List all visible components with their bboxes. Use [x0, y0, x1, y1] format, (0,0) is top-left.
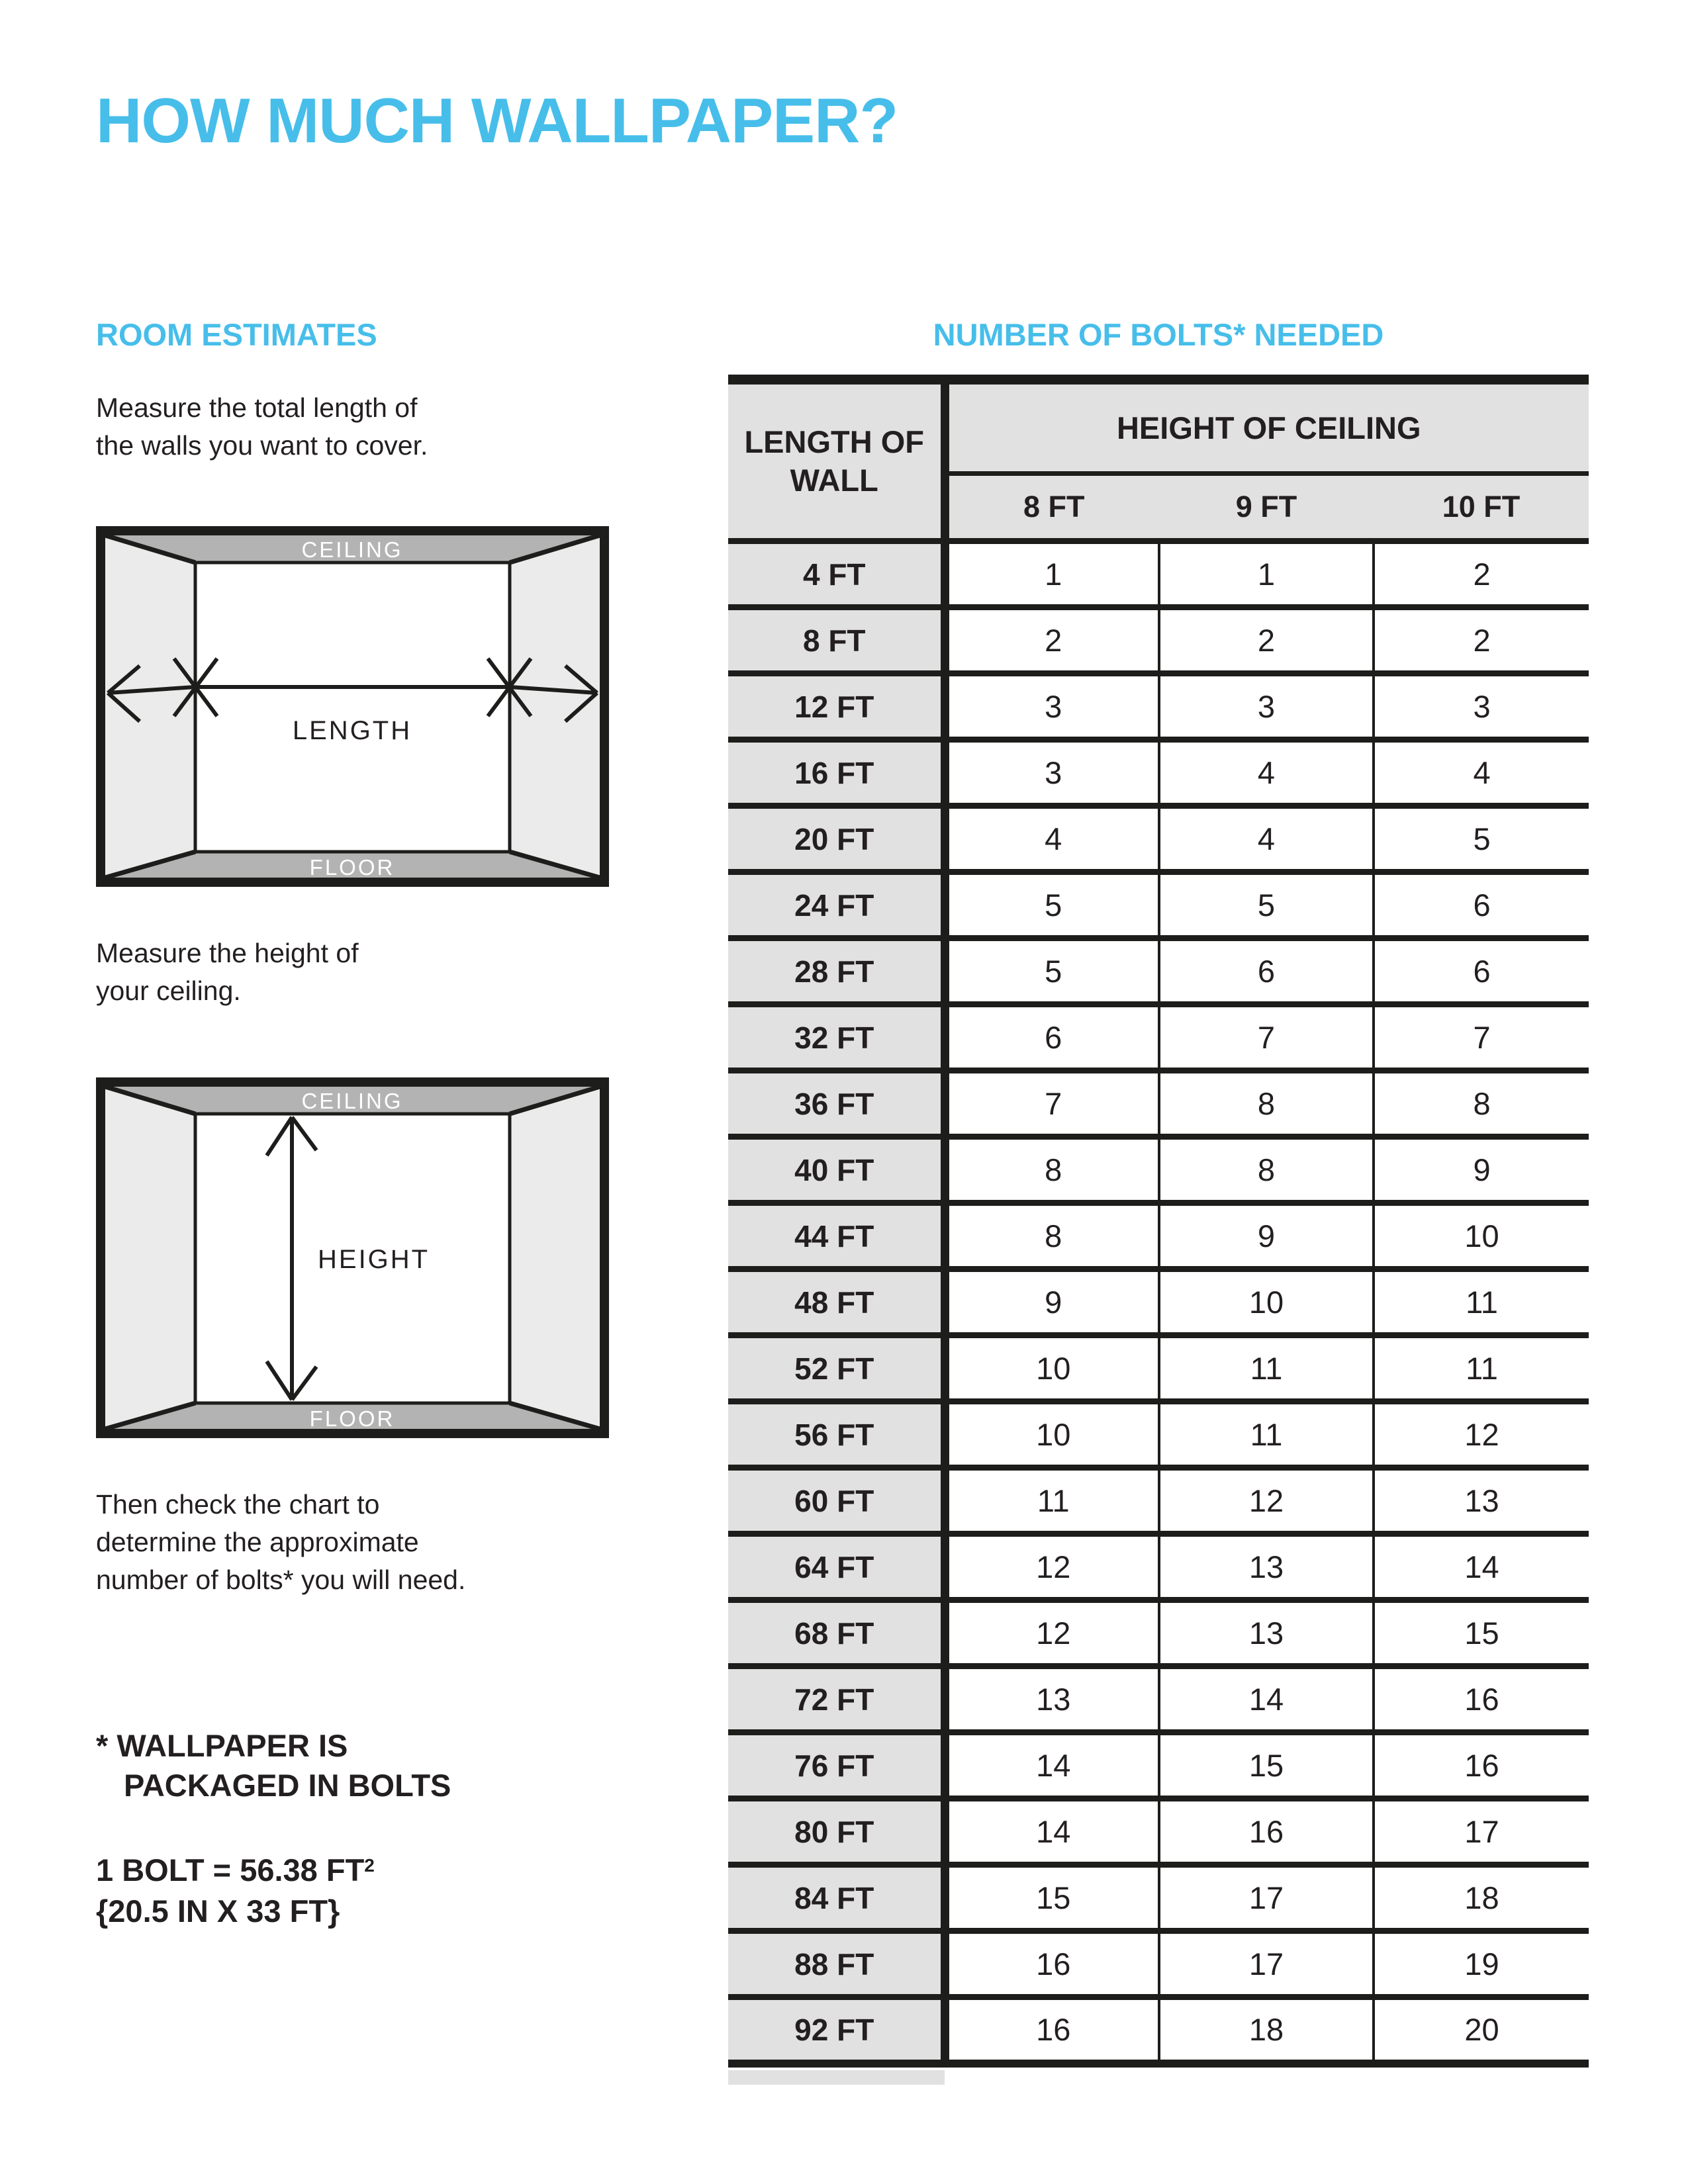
bolt-count-cell: 14 — [945, 1799, 1159, 1865]
bolt-count-cell: 10 — [945, 1336, 1159, 1402]
bolt-count-cell: 13 — [945, 1666, 1159, 1733]
bolt-equation — [96, 1845, 375, 1891]
bolt-count-cell: 17 — [1159, 1865, 1374, 1931]
bolt-count-cell: 9 — [945, 1269, 1159, 1336]
bolts-needed-table — [728, 375, 1589, 2068]
right-wall — [510, 1087, 600, 1429]
bolt-count-cell: 16 — [1374, 1733, 1589, 1799]
bolt-count-cell: 17 — [1159, 1931, 1374, 1997]
paragraph-line: your ceiling. — [96, 976, 241, 1006]
bolt-count-cell: 16 — [945, 1931, 1159, 1997]
left-wall — [105, 1087, 195, 1429]
bolt-count-cell: 5 — [945, 938, 1159, 1005]
row-label: 68 FT — [728, 1600, 945, 1666]
bolt-count-cell: 5 — [1374, 806, 1589, 872]
table-row — [728, 1997, 1589, 2064]
paragraph-line: determine the approximate — [96, 1527, 419, 1557]
bolt-count-cell: 7 — [1159, 1005, 1374, 1071]
row-label: 16 FT — [728, 740, 945, 806]
bolts-table-body — [728, 541, 1589, 2064]
header-row-group — [728, 380, 1589, 474]
floor-label: FLOOR — [309, 855, 395, 880]
bolt-count-cell: 10 — [1159, 1269, 1374, 1336]
bolt-count-cell: 14 — [1374, 1534, 1589, 1600]
table-row — [728, 541, 1589, 608]
table-row — [728, 1666, 1589, 1733]
floor-label: FLOOR — [309, 1406, 395, 1431]
bolt-count-cell: 2 — [1374, 541, 1589, 608]
bolt-count-cell: 1 — [945, 541, 1159, 608]
bolt-count-cell: 11 — [945, 1468, 1159, 1534]
bolt-count-cell: 8 — [1374, 1071, 1589, 1137]
bolt-count-cell: 11 — [1159, 1336, 1374, 1402]
footnote-line: * WALLPAPER IS — [96, 1728, 348, 1763]
row-label: 4 FT — [728, 541, 945, 608]
row-label: 72 FT — [728, 1666, 945, 1733]
row-label: 40 FT — [728, 1137, 945, 1203]
bolt-count-cell: 6 — [945, 1005, 1159, 1071]
column-header-8ft: 8 FT — [945, 474, 1159, 541]
bolt-count-cell: 16 — [945, 1997, 1159, 2064]
bolt-count-cell: 7 — [945, 1071, 1159, 1137]
paragraph-line: number of bolts* you will need. — [96, 1565, 466, 1595]
bolt-count-cell: 10 — [945, 1402, 1159, 1468]
table-row — [728, 608, 1589, 674]
bolt-count-cell: 7 — [1374, 1005, 1589, 1071]
table-row — [728, 1203, 1589, 1269]
bolt-count-cell: 4 — [1159, 740, 1374, 806]
table-row — [728, 1336, 1589, 1402]
bolts-footnote — [96, 1726, 451, 1805]
bolt-count-cell: 10 — [1374, 1203, 1589, 1269]
bolt-count-cell: 15 — [945, 1865, 1159, 1931]
row-label: 44 FT — [728, 1203, 945, 1269]
back-wall — [195, 563, 510, 852]
table-row — [728, 1137, 1589, 1203]
row-label: 32 FT — [728, 1005, 945, 1071]
row-label: 36 FT — [728, 1071, 945, 1137]
bolt-count-cell: 2 — [1159, 608, 1374, 674]
table-row — [728, 1534, 1589, 1600]
bolt-count-cell: 13 — [1159, 1534, 1374, 1600]
table-row — [728, 1402, 1589, 1468]
bolt-equation-text: 1 BOLT = 56.38 FT — [96, 1852, 365, 1888]
bolt-count-cell: 12 — [1159, 1468, 1374, 1534]
table-row — [728, 938, 1589, 1005]
bolt-count-cell: 14 — [945, 1733, 1159, 1799]
bolt-count-cell: 3 — [945, 674, 1159, 740]
row-label: 76 FT — [728, 1733, 945, 1799]
bolt-count-cell: 17 — [1374, 1799, 1589, 1865]
bolt-count-cell: 8 — [1159, 1071, 1374, 1137]
bolt-count-cell: 4 — [1374, 740, 1589, 806]
table-row — [728, 1865, 1589, 1931]
bolt-count-cell: 15 — [1159, 1733, 1374, 1799]
bolt-count-cell: 6 — [1159, 938, 1374, 1005]
bolt-count-cell: 12 — [1374, 1402, 1589, 1468]
bolt-count-cell: 14 — [1159, 1666, 1374, 1733]
row-label: 48 FT — [728, 1269, 945, 1336]
bolt-dimensions: {20.5 IN X 33 FT} — [96, 1893, 340, 1929]
row-label: 8 FT — [728, 608, 945, 674]
row-label: 88 FT — [728, 1931, 945, 1997]
table-row — [728, 1468, 1589, 1534]
bolt-count-cell: 13 — [1159, 1600, 1374, 1666]
ceiling-label: CEILING — [301, 537, 403, 562]
bolt-count-cell: 8 — [945, 1203, 1159, 1269]
bolt-count-cell: 9 — [1159, 1203, 1374, 1269]
column-group-header: HEIGHT OF CEILING — [945, 380, 1589, 474]
page-title: HOW MUCH WALLPAPER? — [96, 85, 898, 156]
table-row — [728, 872, 1589, 938]
row-label: 56 FT — [728, 1402, 945, 1468]
measure-height-paragraph — [96, 934, 359, 1010]
bolt-count-cell: 6 — [1374, 872, 1589, 938]
measure-length-paragraph — [96, 389, 428, 465]
row-label: 28 FT — [728, 938, 945, 1005]
table-row — [728, 1269, 1589, 1336]
table-row — [728, 806, 1589, 872]
table-row — [728, 674, 1589, 740]
bolt-count-cell: 5 — [945, 872, 1159, 938]
bolt-count-cell: 20 — [1374, 1997, 1589, 2064]
bolt-count-cell: 16 — [1374, 1666, 1589, 1733]
bolt-count-cell: 11 — [1374, 1269, 1589, 1336]
bolt-count-cell: 11 — [1159, 1402, 1374, 1468]
row-label: 64 FT — [728, 1534, 945, 1600]
bolt-count-cell: 5 — [1159, 872, 1374, 938]
bolt-count-cell: 3 — [1159, 674, 1374, 740]
bolt-count-cell: 9 — [1374, 1137, 1589, 1203]
bolt-count-cell: 8 — [1159, 1137, 1374, 1203]
bolt-count-cell: 16 — [1159, 1799, 1374, 1865]
paragraph-line: Measure the total length of — [96, 392, 418, 423]
column-header-9ft: 9 FT — [1159, 474, 1374, 541]
paragraph-line: Then check the chart to — [96, 1489, 380, 1520]
bolts-needed-heading: NUMBER OF BOLTS* NEEDED — [933, 317, 1384, 352]
footnote-line: PACKAGED IN BOLTS — [124, 1768, 451, 1803]
table-row — [728, 1071, 1589, 1137]
bolt-count-cell: 13 — [1374, 1468, 1589, 1534]
bolt-count-cell: 3 — [945, 740, 1159, 806]
table-row — [728, 740, 1589, 806]
table-row — [728, 1799, 1589, 1865]
row-label: 20 FT — [728, 806, 945, 872]
room-length-diagram — [96, 526, 609, 887]
bolt-count-cell: 4 — [945, 806, 1159, 872]
table-row — [728, 1733, 1589, 1799]
paragraph-line: Measure the height of — [96, 938, 359, 968]
column-header-10ft: 10 FT — [1374, 474, 1589, 541]
bolt-count-cell: 2 — [945, 608, 1159, 674]
height-label: HEIGHT — [318, 1245, 430, 1274]
bolt-size-info — [96, 1845, 375, 1932]
row-label: 84 FT — [728, 1865, 945, 1931]
row-label: 60 FT — [728, 1468, 945, 1534]
table-row — [728, 1005, 1589, 1071]
bolt-count-cell: 2 — [1374, 608, 1589, 674]
bolt-count-cell: 18 — [1159, 1997, 1374, 2064]
bolt-count-cell: 6 — [1374, 938, 1589, 1005]
bolt-count-cell: 12 — [945, 1534, 1159, 1600]
bolt-count-cell: 3 — [1374, 674, 1589, 740]
bolt-count-cell: 15 — [1374, 1600, 1589, 1666]
row-label: 92 FT — [728, 1997, 945, 2064]
row-label: 24 FT — [728, 872, 945, 938]
paragraph-line: the walls you want to cover. — [96, 430, 428, 461]
bolt-count-cell: 8 — [945, 1137, 1159, 1203]
bolt-count-cell: 19 — [1374, 1931, 1589, 1997]
row-label: 80 FT — [728, 1799, 945, 1865]
table-footer-tab — [728, 2070, 945, 2085]
bolt-equation-superscript: 2 — [364, 1855, 375, 1876]
row-header-cell: LENGTH OF WALL — [728, 380, 945, 541]
room-height-diagram — [96, 1077, 609, 1438]
table-row — [728, 1600, 1589, 1666]
table-row — [728, 1931, 1589, 1997]
check-chart-paragraph — [96, 1486, 465, 1599]
bolt-count-cell: 4 — [1159, 806, 1374, 872]
bolt-count-cell: 12 — [945, 1600, 1159, 1666]
bolt-count-cell: 18 — [1374, 1865, 1589, 1931]
ceiling-label: CEILING — [301, 1089, 403, 1113]
length-label: LENGTH — [292, 716, 412, 745]
bolt-count-cell: 1 — [1159, 541, 1374, 608]
bolt-count-cell: 11 — [1374, 1336, 1589, 1402]
room-estimates-heading: ROOM ESTIMATES — [96, 317, 377, 352]
row-label: 52 FT — [728, 1336, 945, 1402]
row-label: 12 FT — [728, 674, 945, 740]
